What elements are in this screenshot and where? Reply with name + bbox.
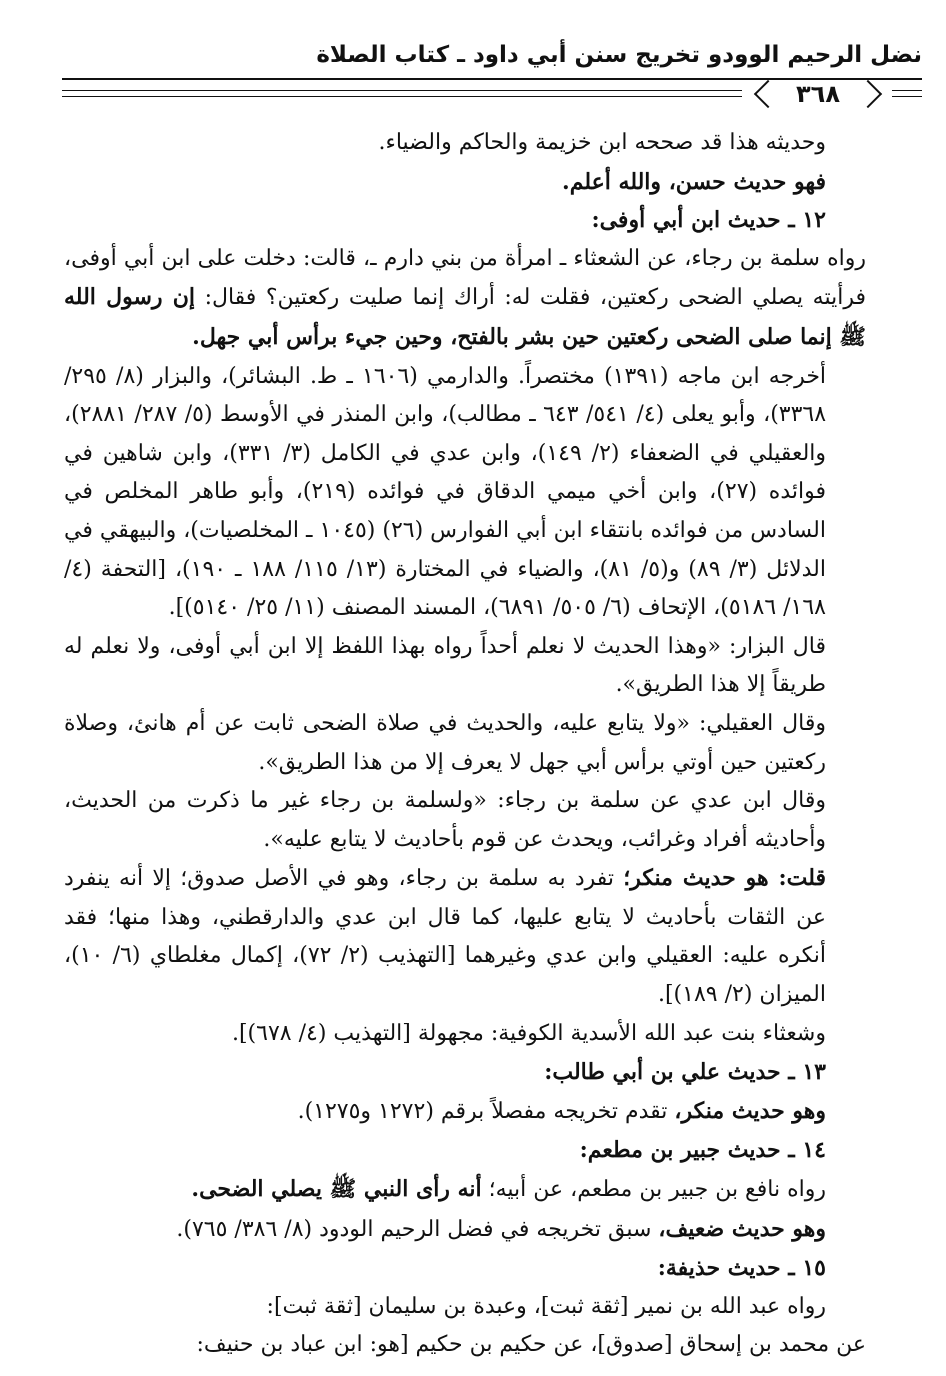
- narration-text: رواه نافع بن جبير بن مطعم، عن أبيه؛: [481, 1177, 826, 1203]
- verdict-text: وهو حديث ضعيف،: [658, 1215, 826, 1242]
- paragraph: وشعثاء بنت عبد الله الأسدية الكوفية: مجهولة [التهذيب (٤/ ٦٧٨)].: [231, 1020, 826, 1046]
- page-body: [64, 124, 866, 1365]
- hadith-text: إن رسول الله ﷺ إنما صلى الضحى ركعتين حين بشر بالفتح، وحين جيء برأس أبي جهل.: [64, 284, 866, 350]
- section-heading: ١٢ ـ حديث ابن أبي أوفى:: [591, 207, 826, 234]
- verdict-text: وهو حديث منكر،: [674, 1097, 826, 1124]
- header-double-rule: [62, 96, 742, 97]
- header-double-rule: [62, 90, 742, 91]
- paragraph-text: سبق تخريجه في فضل الرحيم الودود (٨/ ٣٨٦/ ٧٦٥).: [176, 1216, 659, 1242]
- header-double-rule: [892, 96, 922, 97]
- verdict-text: قلت: هو حديث منكر؛: [623, 865, 827, 892]
- paragraph-text: تفرد به سلمة بن رجاء، وهو في الأصل صدوق؛ إلا أنه ينفرد عن الثقات بأحاديث لا يتابع عليها، كما قال ابن عدي والدارقطني، وهذا منها؛ فقد أنكره عليه: العقيلي وابن عدي وغيرهما [التهذيب (٢/ ٧٢)، إكمال مغلطاي (٦/ ١٠)، الميزان (٢/ ١٨٩)].: [64, 866, 826, 1008]
- paragraph: [64, 240, 866, 358]
- paragraph: [64, 1210, 866, 1250]
- section-heading: ١٤ ـ حديث جبير بن مطعم:: [579, 1137, 826, 1164]
- section-heading: ١٥ ـ حديث حذيفة:: [657, 1255, 826, 1282]
- paragraph: وحديثه هذا قد صححه ابن خزيمة والحاكم والضياء.: [378, 130, 826, 155]
- paragraph: [64, 1170, 866, 1210]
- quote-paragraph: وقال ابن عدي عن سلمة بن رجاء: «ولسلمة بن رجاء غير ما ذكرت من الحديث، وأحاديثه أفراد وغرائب، ويحدث عن قوم بأحاديث لا يتابع عليه».: [64, 788, 826, 852]
- paragraph: [64, 1092, 866, 1132]
- takhrij-paragraph: أخرجه ابن ماجه (١٣٩١) مختصراً. والدارمي (١٦٠٦ ـ ط. البشائر)، والبزار (٨/ ٢٩٥/ ٣٣٦٨)، وأبو يعلى (٤/ ٥٤١/ ٦٤٣ ـ مطالب)، وابن المنذر في الأوسط (٥/ ٢٨٧/ ٢٨٨١)، والعقيلي في الضعفاء (٢/ ١٤٩)، وابن عدي في الكامل (٣/ ٣٣١)، وابن شاهين في فوائده (٢٧)، وابن أخي ميمي الدقاق في فوائده (٢١٩)، وأبو طاهر المخلص في السادس من فوائده بانتقاء ابن أبي الفوارس (٢٦) (١٠٤٥ ـ المخلصيات)، والبيهقي في الدلائل (٣/ ٨٩) و(٥/ ٨١)، والضياء في المختارة (١٣/ ١١٥/ ١٨٨ ـ ١٩٠)، [التحفة (٤/ ١٦٨/ ٥١٨٦)، الإتحاف (٦/ ٥٠٥/ ٦٨٩١)، المسند المصنف (١١/ ٢٥/ ٥١٤٠)].: [64, 363, 827, 621]
- narration-text: رواه سلمة بن رجاء، عن الشعثاء ـ امرأة من بني دارم ـ، قالت: دخلت على ابن أبي أوفى، فرأيته يصلي الضحى ركعتين، فقلت له: أراك إنما صليت ركعتين؟ فقال:: [64, 245, 866, 311]
- paragraph: عن محمد بن إسحاق [صدوق]، عن حكيم بن حكيم [هو: ابن عباد بن حنيف:: [196, 1332, 866, 1358]
- page-header: [62, 40, 922, 120]
- hadith-text: أنه رأى النبي ﷺ يصلي الضحى.: [191, 1176, 482, 1203]
- quote-paragraph: قال البزار: «وهذا الحديث لا نعلم أحداً رواه بهذا اللفظ إلا ابن أبي أوفى، ولا نعلم له طريقاً إلا هذا الطريق».: [64, 633, 826, 698]
- page-number: ٣٦٨: [752, 77, 884, 111]
- paragraph-text: تقدم تخريجه مفصلاً برقم (١٢٧٢ و١٢٧٥).: [297, 1098, 675, 1124]
- running-title: نضل الرحيم الوودو تخريج سنن أبي داود ـ كتاب الصلاة: [316, 42, 922, 68]
- paragraph: [64, 859, 866, 1014]
- paragraph: رواه عبد الله بن نمير [ثقة ثبت]، وعبدة بن سليمان [ثقة ثبت]:: [266, 1293, 826, 1319]
- header-double-rule: [892, 90, 922, 91]
- section-heading: ١٣ ـ حديث علي بن أبي طالب:: [544, 1059, 826, 1086]
- verdict-paragraph: فهو حديث حسن، والله أعلم.: [562, 168, 826, 195]
- quote-paragraph: وقال العقيلي: «ولا يتابع عليه، والحديث في صلاة الضحى ثابت عن أم هانئ، وصلاة ركعتين حين أوتي برأس أبي جهل لا يعرف إلا من هذا الطريق».: [64, 710, 826, 775]
